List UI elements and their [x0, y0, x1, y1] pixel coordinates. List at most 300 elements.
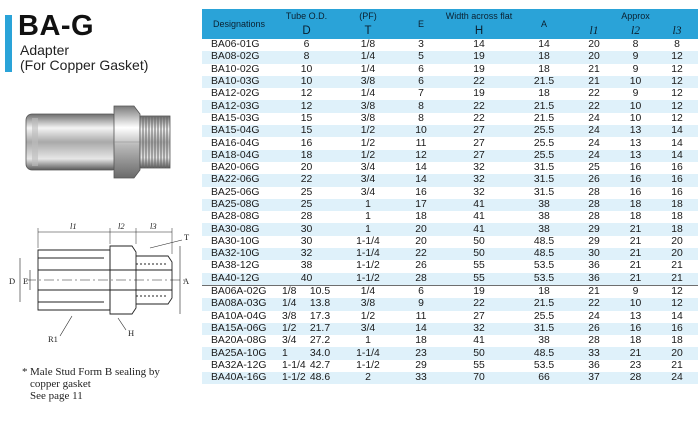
cell-l1: 22: [573, 298, 615, 310]
cell-l1: 28: [573, 211, 615, 223]
cell-a: 53.5: [515, 260, 573, 272]
cell-a: 66: [515, 372, 573, 384]
product-photo: [18, 88, 178, 198]
cell-l1: 26: [573, 323, 615, 335]
cell-l2: 10: [615, 298, 656, 310]
cell-a: 18: [515, 285, 573, 298]
cell-e: 3: [399, 39, 443, 51]
cell-e: 16: [399, 187, 443, 199]
cell-designation: BA30-10G: [202, 236, 276, 248]
dim-label-l2: l2: [118, 221, 125, 231]
cell-l3: 14: [656, 150, 698, 162]
table-row: [202, 88, 698, 100]
col-a: A: [515, 9, 573, 39]
cell-t: 1-1/2: [337, 260, 399, 272]
cell-d: 38: [276, 260, 337, 272]
cell-t: 1-1/2: [337, 273, 399, 286]
cell-d-mm: 27.2: [303, 335, 337, 347]
cell-d: 25: [276, 187, 337, 199]
cell-designation: BA10-02G: [202, 64, 276, 76]
cell-h: 22: [443, 76, 515, 88]
col-tube-od: Tube O.D.: [276, 9, 337, 24]
cell-e: 6: [399, 285, 443, 298]
col-pf: (PF): [337, 9, 399, 24]
cell-designation: BA12-03G: [202, 100, 276, 112]
cell-l3: 16: [656, 174, 698, 186]
cell-d-inch: 3/8: [276, 311, 303, 323]
cell-l1: 30: [573, 248, 615, 260]
dim-label-r1: R1: [48, 334, 58, 344]
cell-t: 1: [337, 335, 399, 347]
cell-l3: 16: [656, 162, 698, 174]
table-row: [202, 323, 698, 335]
cell-d-mm: 21.7: [303, 323, 337, 335]
col-t: T: [337, 24, 399, 39]
cell-l3: 21: [656, 273, 698, 286]
cell-a: 38: [515, 223, 573, 235]
table-row: [202, 64, 698, 76]
cell-a: 25.5: [515, 125, 573, 137]
cell-designation: BA15-04G: [202, 125, 276, 137]
cell-l2: 10: [615, 113, 656, 125]
cell-l1: 20: [573, 51, 615, 63]
cell-l3: 20: [656, 347, 698, 359]
cell-d: 16: [276, 137, 337, 149]
cell-l3: 20: [656, 248, 698, 260]
cell-a: 18: [515, 88, 573, 100]
col-width-across-flat: Width across flat: [443, 9, 515, 24]
dim-label-l1: l1: [70, 221, 77, 231]
cell-t: 1/2: [337, 150, 399, 162]
cell-l2: 9: [615, 285, 656, 298]
table-row: [202, 51, 698, 63]
cell-a: 53.5: [515, 360, 573, 372]
cell-l3: 14: [656, 137, 698, 149]
cell-l1: 37: [573, 372, 615, 384]
cell-a: 21.5: [515, 298, 573, 310]
cell-t: 1/4: [337, 285, 399, 298]
cell-designation: BA32-10G: [202, 248, 276, 260]
cell-l1: 24: [573, 113, 615, 125]
cell-designation: BA25-06G: [202, 187, 276, 199]
cell-l3: 24: [656, 372, 698, 384]
table-row: [202, 298, 698, 310]
cell-designation: BA15A-06G: [202, 323, 276, 335]
cell-h: 27: [443, 137, 515, 149]
cell-l3: 12: [656, 298, 698, 310]
cell-a: 21.5: [515, 76, 573, 88]
cell-h: 19: [443, 88, 515, 100]
cell-designation: BA32A-12G: [202, 360, 276, 372]
table-row: [202, 125, 698, 137]
cell-l1: 33: [573, 347, 615, 359]
cell-l2: 13: [615, 137, 656, 149]
cell-a: 31.5: [515, 187, 573, 199]
cell-e: 14: [399, 162, 443, 174]
table-row: [202, 162, 698, 174]
cell-l1: 24: [573, 125, 615, 137]
cell-l2: 9: [615, 51, 656, 63]
cell-e: 22: [399, 248, 443, 260]
table-row: [202, 187, 698, 199]
product-subtitle: [20, 43, 148, 73]
cell-l1: 36: [573, 260, 615, 272]
cell-h: 55: [443, 360, 515, 372]
cell-d-mm: 17.3: [303, 311, 337, 323]
table-row: [202, 335, 698, 347]
cell-d: 28: [276, 211, 337, 223]
cell-t: 1-1/4: [337, 236, 399, 248]
cell-l1: 29: [573, 236, 615, 248]
col-h: H: [443, 24, 515, 39]
cell-l3: 12: [656, 64, 698, 76]
cell-a: 31.5: [515, 174, 573, 186]
cell-h: 41: [443, 335, 515, 347]
cell-l3: 18: [656, 223, 698, 235]
cell-d: 40: [276, 273, 337, 286]
cell-h: 41: [443, 211, 515, 223]
cell-h: 19: [443, 64, 515, 76]
cell-l3: 12: [656, 51, 698, 63]
table-row: [202, 113, 698, 125]
cell-t: 3/8: [337, 100, 399, 112]
cell-d: 30: [276, 236, 337, 248]
cell-e: 11: [399, 311, 443, 323]
cell-h: 50: [443, 248, 515, 260]
cell-l3: 18: [656, 335, 698, 347]
subtitle-line-1: Adapter: [20, 42, 70, 58]
table-row: [202, 211, 698, 223]
cell-l2: 9: [615, 88, 656, 100]
cell-designation: BA12-02G: [202, 88, 276, 100]
cell-a: 48.5: [515, 347, 573, 359]
cell-d-mm: 13.8: [303, 298, 337, 310]
cell-l1: 36: [573, 360, 615, 372]
cell-t: 1/4: [337, 64, 399, 76]
subtitle-line-2: (For Copper Gasket): [20, 57, 149, 73]
cell-d: 22: [276, 174, 337, 186]
cell-t: 1/8: [337, 39, 399, 51]
cell-l2: 13: [615, 125, 656, 137]
table-row: [202, 372, 698, 384]
cell-l3: 14: [656, 311, 698, 323]
table-row: [202, 100, 698, 112]
cell-e: 18: [399, 335, 443, 347]
cell-l2: 21: [615, 248, 656, 260]
col-l1: l1: [573, 24, 615, 39]
cell-e: 14: [399, 174, 443, 186]
title-accent-bar: [5, 15, 12, 72]
cell-l1: 28: [573, 187, 615, 199]
table-row: [202, 39, 698, 51]
cell-d-inch: 1-1/4: [276, 360, 303, 372]
cell-d-inch: 1/8: [276, 285, 303, 298]
cell-t: 1/4: [337, 51, 399, 63]
cell-l1: 36: [573, 273, 615, 286]
cell-e: 7: [399, 88, 443, 100]
cell-a: 48.5: [515, 248, 573, 260]
cell-l2: 18: [615, 335, 656, 347]
cell-l3: 16: [656, 187, 698, 199]
cell-a: 21.5: [515, 100, 573, 112]
cell-l1: 28: [573, 335, 615, 347]
cell-t: 3/4: [337, 174, 399, 186]
cell-d: 25: [276, 199, 337, 211]
dim-label-h: H: [128, 328, 135, 338]
cell-h: 19: [443, 285, 515, 298]
cell-a: 38: [515, 335, 573, 347]
spec-table: [202, 9, 698, 384]
cell-d: 10: [276, 76, 337, 88]
cell-d: 12: [276, 100, 337, 112]
cell-e: 20: [399, 223, 443, 235]
cell-t: 3/8: [337, 76, 399, 88]
cell-designation: BA10-03G: [202, 76, 276, 88]
cell-l2: 21: [615, 236, 656, 248]
table-row: [202, 311, 698, 323]
cell-l2: 21: [615, 347, 656, 359]
table-row: [202, 76, 698, 88]
cell-designation: BA08A-03G: [202, 298, 276, 310]
cell-a: 25.5: [515, 150, 573, 162]
dimension-drawing: [0, 218, 200, 348]
cell-t: 1-1/2: [337, 360, 399, 372]
col-approx: Approx: [573, 9, 698, 24]
cell-designation: BA08-02G: [202, 51, 276, 63]
cell-t: 1/2: [337, 311, 399, 323]
cell-l2: 13: [615, 311, 656, 323]
cell-t: 1-1/4: [337, 248, 399, 260]
cell-t: 1: [337, 223, 399, 235]
cell-a: 31.5: [515, 323, 573, 335]
table-row: [202, 137, 698, 149]
cell-a: 48.5: [515, 236, 573, 248]
cell-designation: BA16-04G: [202, 137, 276, 149]
spec-table-body: [202, 39, 698, 384]
cell-designation: BA30-08G: [202, 223, 276, 235]
cell-h: 27: [443, 150, 515, 162]
cell-h: 41: [443, 199, 515, 211]
cell-t: 1: [337, 211, 399, 223]
col-l2: l2: [615, 24, 656, 39]
cell-h: 22: [443, 113, 515, 125]
cell-d: 10: [276, 64, 337, 76]
cell-designation: BA20-06G: [202, 162, 276, 174]
cell-d: 20: [276, 162, 337, 174]
cell-h: 14: [443, 39, 515, 51]
cell-l1: 22: [573, 100, 615, 112]
cell-d-mm: 34.0: [303, 347, 337, 359]
cell-l2: 9: [615, 64, 656, 76]
cell-l3: 12: [656, 100, 698, 112]
cell-d-mm: 48.6: [303, 372, 337, 384]
cell-e: 17: [399, 199, 443, 211]
cell-h: 22: [443, 298, 515, 310]
cell-h: 27: [443, 311, 515, 323]
cell-d: 15: [276, 113, 337, 125]
cell-a: 38: [515, 211, 573, 223]
cell-l2: 18: [615, 199, 656, 211]
cell-l2: 16: [615, 187, 656, 199]
cell-d: 32: [276, 248, 337, 260]
cell-e: 6: [399, 76, 443, 88]
cell-l2: 23: [615, 360, 656, 372]
cell-designation: BA18-04G: [202, 150, 276, 162]
cell-a: 18: [515, 64, 573, 76]
cell-t: 1/2: [337, 125, 399, 137]
cell-d-inch: 1-1/2: [276, 372, 303, 384]
cell-l2: 16: [615, 162, 656, 174]
cell-t: 1: [337, 199, 399, 211]
cell-h: 55: [443, 273, 515, 286]
cell-designation: BA28-08G: [202, 211, 276, 223]
cell-h: 50: [443, 236, 515, 248]
cell-e: 8: [399, 100, 443, 112]
cell-h: 70: [443, 372, 515, 384]
cell-e: 9: [399, 298, 443, 310]
cell-d: 15: [276, 125, 337, 137]
cell-l3: 20: [656, 236, 698, 248]
cell-designation: BA20A-08G: [202, 335, 276, 347]
cell-t: 1-1/4: [337, 347, 399, 359]
cell-l1: 21: [573, 285, 615, 298]
product-title: BA-G: [18, 10, 95, 42]
cell-e: 11: [399, 137, 443, 149]
cell-designation: BA10A-04G: [202, 311, 276, 323]
table-row: [202, 223, 698, 235]
cell-d-inch: 1/4: [276, 298, 303, 310]
table-row: [202, 199, 698, 211]
cell-t: 3/8: [337, 113, 399, 125]
cell-l3: 18: [656, 211, 698, 223]
cell-h: 50: [443, 347, 515, 359]
table-row: [202, 236, 698, 248]
cell-d-inch: 1: [276, 347, 303, 359]
cell-l3: 8: [656, 39, 698, 51]
cell-l2: 21: [615, 273, 656, 286]
cell-l1: 28: [573, 199, 615, 211]
cell-designation: BA06-01G: [202, 39, 276, 51]
cell-d: 30: [276, 223, 337, 235]
table-row: [202, 273, 698, 286]
cell-t: 2: [337, 372, 399, 384]
cell-h: 27: [443, 125, 515, 137]
footnote-line-2: copper gasket: [30, 378, 91, 390]
cell-h: 41: [443, 223, 515, 235]
cell-l2: 21: [615, 260, 656, 272]
cell-t: 3/4: [337, 187, 399, 199]
cell-l2: 16: [615, 174, 656, 186]
cell-a: 18: [515, 51, 573, 63]
col-designations: Designations: [202, 9, 276, 39]
cell-designation: BA22-06G: [202, 174, 276, 186]
dim-label-e: E: [23, 276, 29, 286]
cell-e: 28: [399, 273, 443, 286]
cell-d-inch: 3/4: [276, 335, 303, 347]
footnote-line-3: See page 11: [30, 390, 83, 402]
table-row: [202, 347, 698, 359]
cell-e: 33: [399, 372, 443, 384]
cell-e: 6: [399, 64, 443, 76]
cell-l1: 29: [573, 223, 615, 235]
cell-l3: 18: [656, 199, 698, 211]
cell-l2: 8: [615, 39, 656, 51]
cell-d: 12: [276, 88, 337, 100]
cell-e: 5: [399, 51, 443, 63]
cell-l2: 28: [615, 372, 656, 384]
cell-a: 21.5: [515, 113, 573, 125]
table-row: [202, 150, 698, 162]
dim-label-d: D: [9, 276, 16, 286]
cell-l1: 20: [573, 39, 615, 51]
cell-l2: 10: [615, 100, 656, 112]
cell-a: 25.5: [515, 311, 573, 323]
cell-e: 14: [399, 323, 443, 335]
cell-e: 18: [399, 211, 443, 223]
cell-l2: 13: [615, 150, 656, 162]
cell-h: 19: [443, 51, 515, 63]
cell-l1: 25: [573, 162, 615, 174]
cell-h: 32: [443, 174, 515, 186]
cell-designation: BA25-08G: [202, 199, 276, 211]
cell-l1: 24: [573, 150, 615, 162]
footnote: [22, 366, 200, 402]
cell-e: 8: [399, 113, 443, 125]
table-row: [202, 260, 698, 272]
cell-designation: BA06A-02G: [202, 285, 276, 298]
table-row: [202, 248, 698, 260]
cell-l1: 21: [573, 76, 615, 88]
cell-d: 6: [276, 39, 337, 51]
cell-e: 26: [399, 260, 443, 272]
table-row: [202, 174, 698, 186]
cell-l3: 12: [656, 113, 698, 125]
cell-a: 38: [515, 199, 573, 211]
cell-a: 25.5: [515, 137, 573, 149]
cell-h: 22: [443, 100, 515, 112]
cell-l1: 21: [573, 64, 615, 76]
dim-label-l3: l3: [150, 221, 157, 231]
cell-h: 55: [443, 260, 515, 272]
cell-l3: 14: [656, 125, 698, 137]
cell-l3: 16: [656, 323, 698, 335]
cell-l1: 24: [573, 137, 615, 149]
cell-designation: BA15-03G: [202, 113, 276, 125]
cell-l3: 21: [656, 360, 698, 372]
footnote-star: *: [22, 366, 28, 378]
cell-t: 3/4: [337, 323, 399, 335]
col-d: D: [276, 24, 337, 39]
cell-l3: 12: [656, 88, 698, 100]
cell-t: 3/4: [337, 162, 399, 174]
cell-h: 32: [443, 187, 515, 199]
cell-e: 12: [399, 150, 443, 162]
cell-l1: 24: [573, 311, 615, 323]
cell-l1: 22: [573, 88, 615, 100]
cell-l2: 21: [615, 223, 656, 235]
cell-e: 23: [399, 347, 443, 359]
cell-d-inch: 1/2: [276, 323, 303, 335]
cell-t: 1/4: [337, 88, 399, 100]
cell-l2: 10: [615, 76, 656, 88]
cell-t: 1/2: [337, 137, 399, 149]
cell-h: 32: [443, 162, 515, 174]
cell-l2: 18: [615, 211, 656, 223]
cell-d-mm: 42.7: [303, 360, 337, 372]
cell-e: 10: [399, 125, 443, 137]
cell-l3: 12: [656, 76, 698, 88]
table-row: [202, 285, 698, 298]
